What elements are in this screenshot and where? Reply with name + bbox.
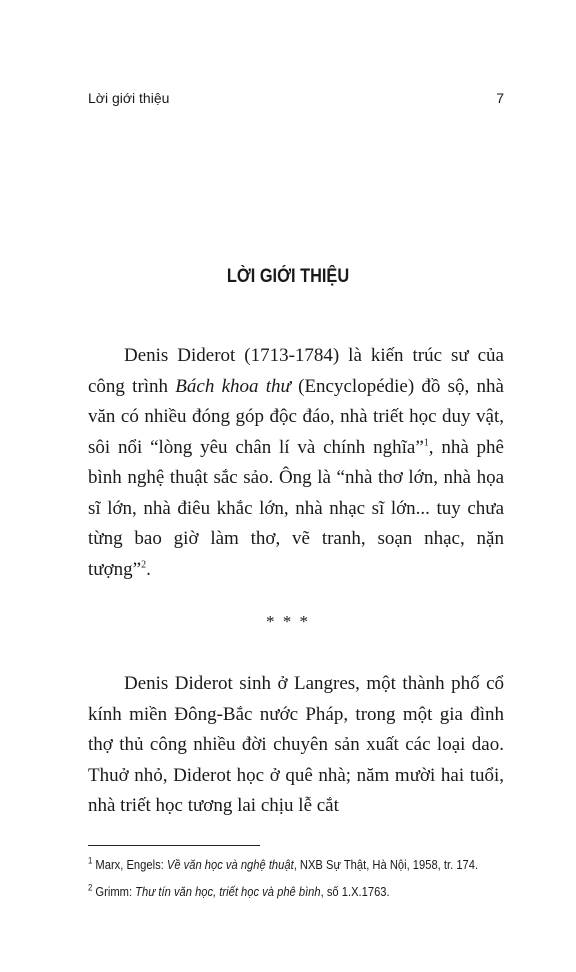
paragraph-text: Denis Diderot sinh ở Langres, một thành phố cổ kính miền Đông-Bắc nước Pháp, trong một gia đình thợ thủ công nhiều đời chuyên sản xuất các loại dao. Thuở nhỏ, Diderot học ở quê nhà; năm mười hai tuổi, nhà triết học tương lai chịu lễ cắt <box>88 673 504 816</box>
footnote-divider <box>88 845 260 846</box>
paragraph-text: (Encyclopédie) đồ sộ, nhà văn có nhiều đóng góp độc đáo, nhà triết học duy vật, sôi nổi “lòng yêu chân lí và chính nghĩa” <box>88 375 504 458</box>
paragraph-text: Denis Diderot (1713-1784) là kiến trúc sư của công trình <box>88 345 504 397</box>
section-title: Lời giới thiệu <box>88 90 170 106</box>
book-title: Bách khoa thư <box>175 375 291 397</box>
footnote-ref: 1 <box>423 437 429 449</box>
biography-paragraph <box>88 669 504 822</box>
footnote-text: Marx, Engels: <box>92 857 167 872</box>
footnote <box>88 884 466 899</box>
footnote-ref: 2 <box>141 559 147 571</box>
paragraph-text: . <box>146 558 151 580</box>
footnote-work-title: Thư tín văn học, triết học và phê bình <box>135 884 321 899</box>
paragraph-text: , nhà phê bình nghệ thuật sắc sảo. Ông là “nhà thơ lớn, nhà họa sĩ lớn, nhà điêu khắc lớn, nhà nhạc sĩ lớn... tuy chưa từng bao giờ làm thơ, vẽ tranh, soạn nhạc, nặn tượng” <box>88 436 504 580</box>
chapter-title: LỜI GIỚI THIỆU <box>226 266 350 287</box>
footnote-work-title: Về văn học và nghệ thuật <box>166 857 294 872</box>
footnote-text: , số 1.X.1763. <box>320 884 390 899</box>
footnote-text: , NXB Sự Thật, Hà Nội, 1958, tr. 174. <box>293 857 479 872</box>
section-separator: * * * <box>266 612 310 631</box>
footnote <box>88 855 479 872</box>
footnote-number: 2 <box>88 882 93 893</box>
page-number: 7 <box>496 90 504 106</box>
footnote-text: Grimm: <box>92 884 136 899</box>
footnote-number: 1 <box>88 855 93 866</box>
intro-paragraph <box>88 341 504 585</box>
running-header <box>88 90 504 110</box>
